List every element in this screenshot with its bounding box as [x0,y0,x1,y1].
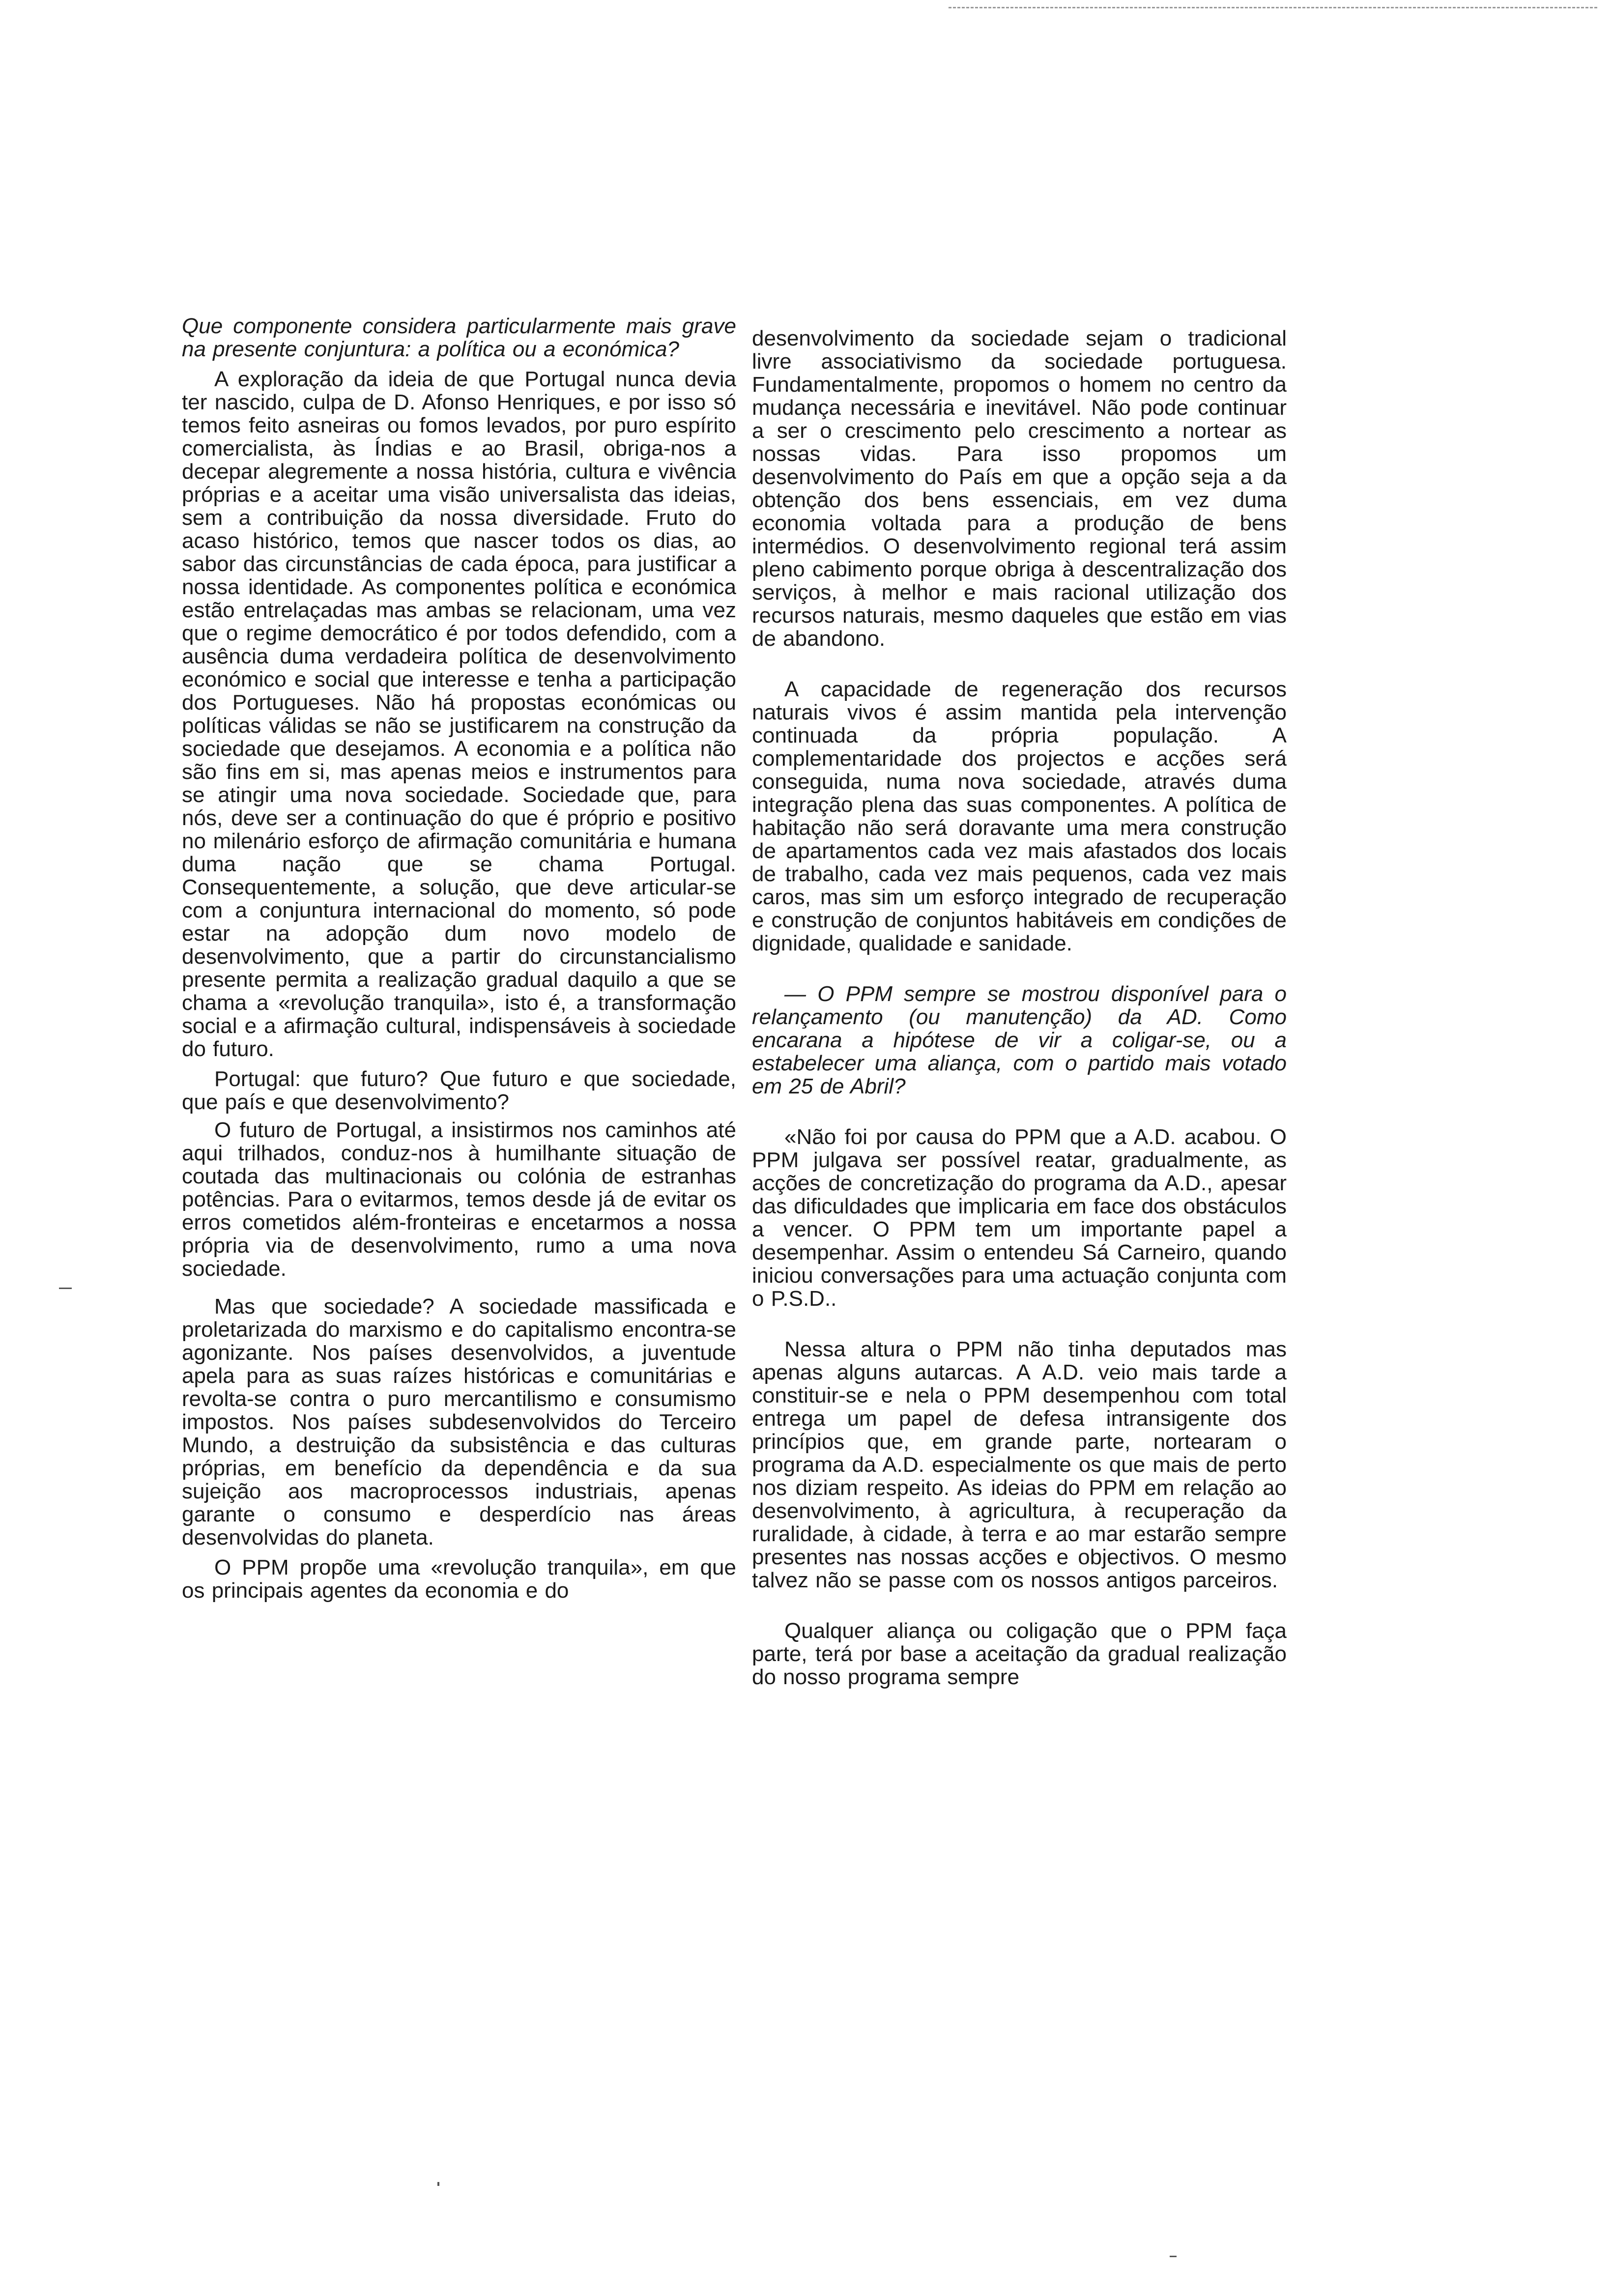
left-column [182,315,736,1607]
answer-paragraph-8: «Não foi por causa do PPM que a A.D. acabou. O PPM julgava ser possível reatar, gradualmente, as acções de concretização do programa da A.D., apesar das dificuldades que implicaria em face dos obstáculos a vencer. O PPM tem um importante papel a desempenhar. Assim o entendeu Sá Carneiro, quando iniciou conversações para uma actuação conjunta com o P.S.D.. [752,1125,1287,1311]
top-edge-rule [949,7,1597,8]
answer-paragraph-6: desenvolvimento da sociedade sejam o tradicional livre associativismo da sociedade portuguesa. Fundamentalmente, propomos o homem no centro da mudança necessária e inevitável. Não pode continuar a ser o crescimento pelo crescimento a nortear as nossas vidas. Para isso propomos um desenvolvimento do País em que a opção seja a da obtenção dos bens essenciais, em vez duma economia voltada para a produção de bens intermédios. O desenvolvimento regional terá assim pleno cabimento porque obriga à descentralização dos serviços, à melhor e mais racional utilização dos recursos naturais, mesmo daqueles que estão em vias de abandono. [752,326,1287,651]
answer-paragraph-4: Mas que sociedade? A sociedade massificada e proletarizada do marxismo e do capitalismo encontra-se agonizante. Nos países desenvolvidos, a juventude apela para as suas raízes históricas e comunitárias e revolta-se contra o puro mercantilismo e consumismo impostos. Nos países subdesenvolvidos do Terceiro Mundo, a destruição da subsistência e das culturas próprias, em benefício da dependência e da sua sujeição aos macroprocessos industriais, apenas garante o consumo e desperdício nas áreas desenvolvidas do planeta. [182,1294,736,1550]
answer-paragraph-9: Nessa altura o PPM não tinha deputados mas apenas alguns autarcas. A A.D. veio mais tarde a constituir-se e nela o PPM desempenhou com total entrega um papel de defesa intransigente dos princípios que, em grande parte, nortearam o programa da A.D. especialmente os que mais de perto nos diziam respeito. As ideias do PPM em relação ao desenvolvimento, à agricultura, à recuperação da ruralidade, à cidade, à terra e ao mar estarão sempre presentes nas nossas acções e objectivos. O mesmo talvez não se passe com os nossos antigos parceiros. [752,1337,1287,1592]
interview-question-2: — O PPM sempre se mostrou disponível para o relançamento (ou manutenção) da AD. Como encarana a hipótese de vir a coligar-se, ou a estabelecer uma aliança, com o partido mais votado em 25 de Abril? [752,982,1287,1098]
answer-paragraph-10: Qualquer aliança ou coligação que o PPM faça parte, terá por base a aceitação da gradual realização do nosso programa sempre [752,1619,1287,1689]
scan-speck [1170,2256,1177,2257]
scan-speck [59,1288,72,1289]
answer-paragraph-2: Portugal: que futuro? Que futuro e que sociedade, que país e que desenvolvimento? [182,1067,736,1114]
scan-speck [437,2182,439,2186]
answer-paragraph-3: O futuro de Portugal, a insistirmos nos caminhos até aqui trilhados, conduz-nos à humilhante situação de coutada das multinacionais ou colónia de estranhas potências. Para o evitarmos, temos desde já de evitar os erros cometidos além-fronteiras e encetarmos a nossa própria via de desenvolvimento, rumo a uma nova sociedade. [182,1118,736,1281]
right-column [752,327,1287,1693]
answer-paragraph-5: O PPM propõe uma «revolução tranquila», em que os principais agentes da economia e do [182,1555,736,1603]
answer-paragraph-1: A exploração da ideia de que Portugal nunca devia ter nascido, culpa de D. Afonso Henriques, e por isso só temos feito asneiras ou fomos levados, por puro espírito comercialista, às Índias e ao Brasil, obriga-nos a decepar alegremente a nossa história, cultura e vivência próprias e a aceitar uma visão universalista das ideias, sem a contribuição da nossa diversidade. Fruto do acaso histórico, temos que nascer todos os dias, ao sabor das circunstâncias de cada época, para justificar a nossa identidade. As componentes política e económica estão entrelaçadas mas ambas se relacionam, uma vez que o regime democrático é por todos defendido, com a ausência duma verdadeira política de desenvolvimento económico e social que interesse e tenha a participação dos Portugueses. Não há propostas económicas ou políticas válidas se não se justificarem na construção da sociedade que desejamos. A economia e a política não são fins em si, mas apenas meios e instrumentos para se atingir uma nova sociedade. Sociedade que, para nós, deve ser a continuação do que é próprio e positivo no milenário esforço de afirmação comunitária e humana duma nação que se chama Portugal. Consequentemente, a solução, que deve articular-se com a conjuntura internacional do momento, só pode estar na adopção dum novo modelo de desenvolvimento, que a partir do circunstancialismo presente permita a realização gradual daquilo a que se chama a «revolução tranquila», isto é, a transformação social e a afirmação cultural, indispensáveis à sociedade do futuro. [182,367,736,1061]
interview-question-1: Que componente considera particularmente mais grave na presente conjuntura: a política ou a económica? [182,314,736,361]
answer-paragraph-7: A capacidade de regeneração dos recursos naturais vivos é assim mantida pela intervenção continuada da própria população. A complementaridade dos projectos e acções será conseguida, numa nova sociedade, através duma integração plena das suas componentes. A política de habitação não será doravante uma mera construção de apartamentos cada vez mais afastados dos locais de trabalho, cada vez mais pequenos, cada vez mais caros, mas sim um esforço integrado de recuperação e construção de conjuntos habitáveis em condições de dignidade, qualidade e sanidade. [752,677,1287,955]
